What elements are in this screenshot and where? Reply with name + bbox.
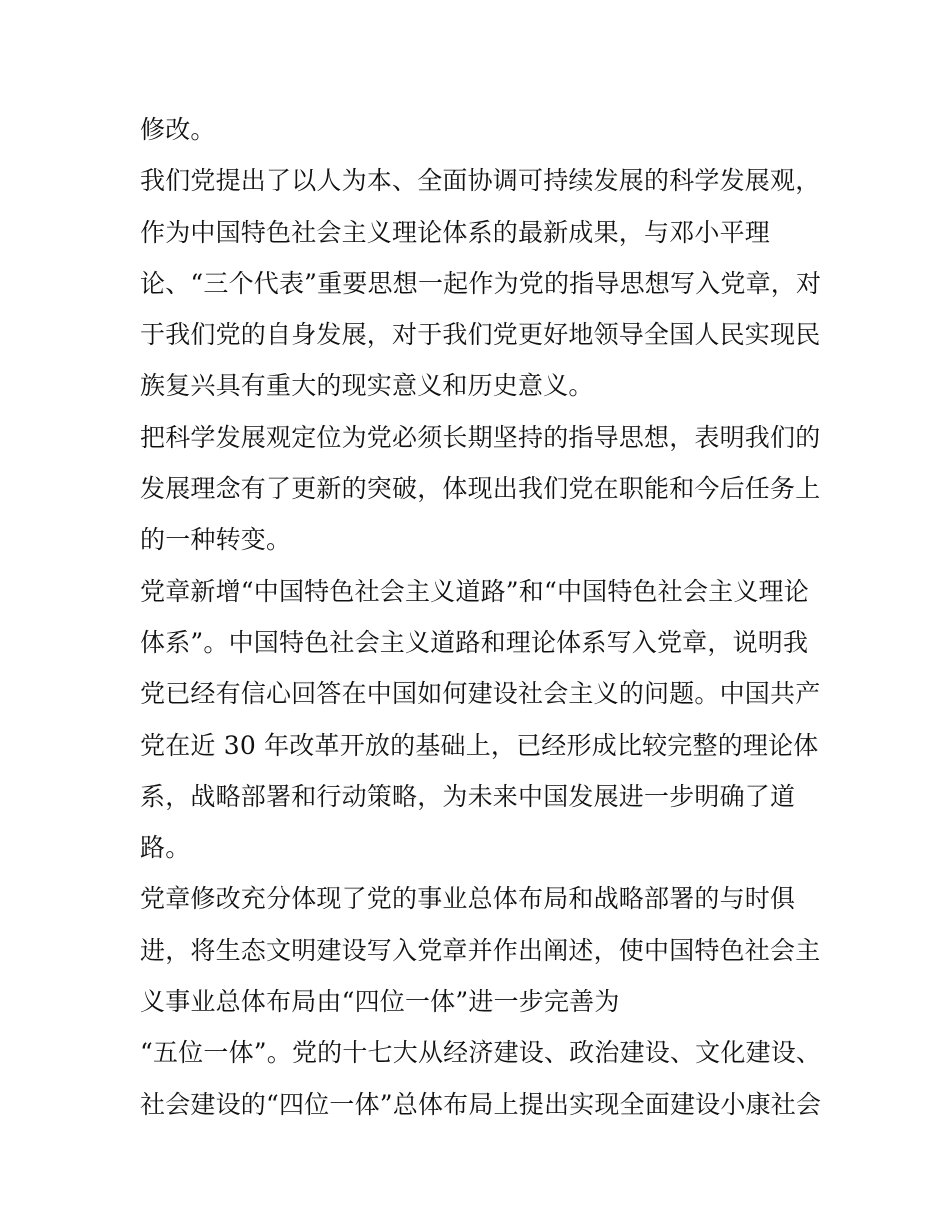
text-line: 论、“三个代表”重要思想一起作为党的指导思想写入党章，对 [140, 268, 822, 298]
text-line: 作为中国特色社会主义理论体系的最新成果，与邓小平理 [140, 217, 771, 247]
text-line: 路。 [140, 833, 191, 863]
text-line: 义事业总体布局由“四位一体”进一步完善为 [140, 987, 620, 1017]
text-line: 党章新增“中国特色社会主义道路”和“中国特色社会主义理论 [140, 576, 809, 606]
text-line: 社会建设的“四位一体”总体布局上提出实现全面建设小康社会 [140, 1089, 822, 1119]
text-line: 党章修改充分体现了党的事业总体布局和战略部署的与时俱 [140, 884, 796, 914]
document-body [140, 104, 820, 1130]
text-line: 把科学发展观定位为党必须长期坚持的指导思想，表明我们的 [140, 422, 821, 452]
text-line: 的一种转变。 [140, 525, 292, 555]
text-line: 体系”。中国特色社会主义道路和理论体系写入党章，说明我 [140, 627, 809, 657]
text-line: 族复兴具有重大的现实意义和历史意义。 [140, 371, 594, 401]
text-line: 修改。 [140, 115, 216, 144]
text-line: 党已经有信心回答在中国如何建设社会主义的问题。中国共产 [140, 679, 821, 709]
text-line: 系，战略部署和行动策略，为未来中国发展进一步明确了道 [140, 781, 796, 811]
text-line: 发展理念有了更新的突破，体现出我们党在职能和今后任务上 [140, 474, 821, 504]
text-line: 我们党提出了以人为本、全面协调可持续发展的科学发展观， [140, 166, 821, 196]
text-line: 进，将生态文明建设写入党章并作出阐述，使中国特色社会主 [140, 935, 821, 965]
text-line: 党在近 30 年改革开放的基础上，已经形成比较完整的理论体 [140, 730, 819, 760]
text-line: 于我们党的自身发展，对于我们党更好地领导全国人民实现民 [140, 320, 821, 350]
text-line: “五位一体”。党的十七大从经济建设、政治建设、文化建设、 [140, 1038, 822, 1068]
